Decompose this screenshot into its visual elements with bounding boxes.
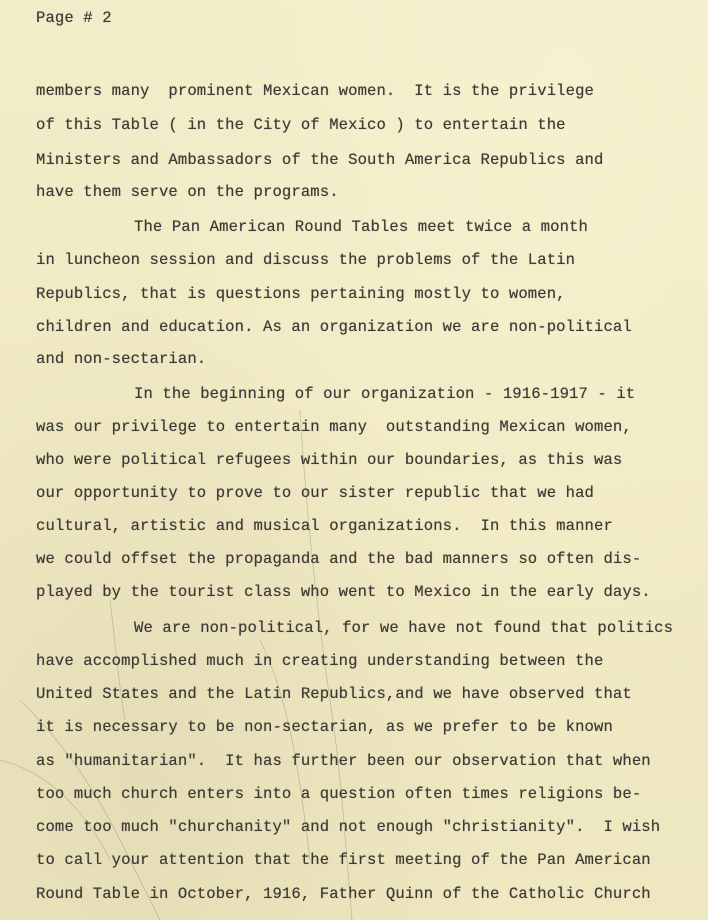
text-line: as "humanitarian". It has further been our observation that when <box>36 752 651 770</box>
text-line: Round Table in October, 1916, Father Quinn of the Catholic Church <box>36 885 651 903</box>
text-line: we could offset the propaganda and the bad manners so often dis- <box>36 550 642 568</box>
text-line: Ministers and Ambassadors of the South America Republics and <box>36 151 604 169</box>
text-line: Republics, that is questions pertaining mostly to women, <box>36 285 566 303</box>
text-line: of this Table ( in the City of Mexico ) to entertain the <box>36 116 566 134</box>
text-line: In the beginning of our organization - 1916-1917 - it <box>134 385 636 403</box>
text-line: in luncheon session and discuss the problems of the Latin <box>36 251 576 269</box>
text-line: have them serve on the programs. <box>36 183 339 201</box>
text-line: played by the tourist class who went to Mexico in the early days. <box>36 583 651 601</box>
text-line: United States and the Latin Republics,and we have observed that <box>36 685 632 703</box>
text-line: have accomplished much in creating understanding between the <box>36 652 604 670</box>
text-line: was our privilege to entertain many outstanding Mexican women, <box>36 418 632 436</box>
text-line: to call your attention that the first meeting of the Pan American <box>36 851 651 869</box>
text-line: cultural, artistic and musical organizations. In this manner <box>36 517 613 535</box>
text-line: come too much "churchanity" and not enough "christianity". I wish <box>36 818 661 836</box>
text-line: and non-sectarian. <box>36 350 207 368</box>
text-line: too much church enters into a question often times religions be- <box>36 785 642 803</box>
text-line: who were political refugees within our boundaries, as this was <box>36 451 623 469</box>
text-line: our opportunity to prove to our sister republic that we had <box>36 484 595 502</box>
text-line: it is necessary to be non-sectarian, as we prefer to be known <box>36 718 613 736</box>
text-line: The Pan American Round Tables meet twice a month <box>134 218 588 236</box>
text-line: members many prominent Mexican women. It is the privilege <box>36 82 595 100</box>
text-line: children and education. As an organization we are non-political <box>36 318 632 336</box>
text-line: We are non-political, for we have not found that politics <box>134 619 674 637</box>
page-header: Page # 2 <box>36 9 112 27</box>
